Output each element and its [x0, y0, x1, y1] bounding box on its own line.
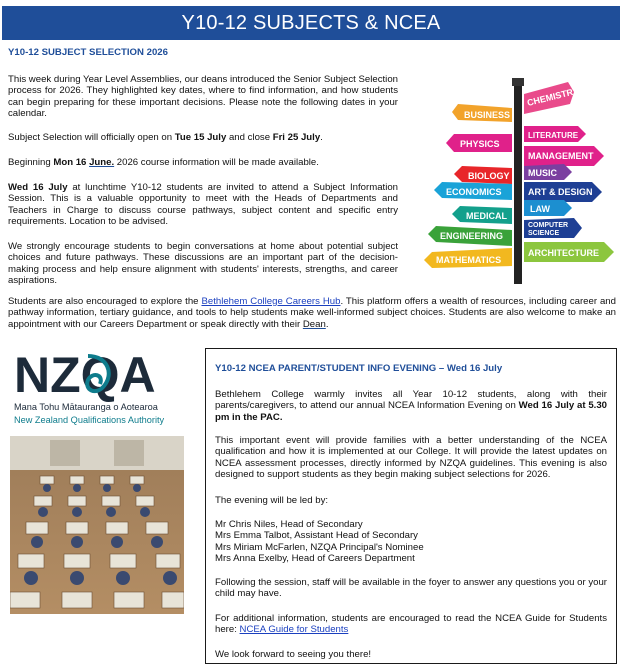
sign-literature-label: LITERATURE: [528, 131, 579, 140]
subject-selection-heading: Y10-12 SUBJECT SELECTION 2026: [8, 47, 168, 58]
sign-medical-label: MEDICAL: [466, 211, 507, 221]
list-item: Mrs Emma Talbot, Assistant Head of Secondary: [215, 530, 418, 542]
led-by-label: The evening will be led by:: [215, 495, 329, 506]
sign-biology-label: BIOLOGY: [468, 171, 510, 181]
sign-management-label: MANAGEMENT: [528, 151, 594, 161]
nzqa-maori-name: Mana Tohu Mātauranga o Aotearoa: [14, 402, 158, 412]
nzqa-english-name: New Zealand Qualifications Authority: [14, 415, 165, 425]
sign-economics-label: ECONOMICS: [446, 187, 502, 197]
encourage-paragraph: We strongly encourage students to begin conversations at home about potential subject choices and future pathways. These discussions are an important part of the decision-making process and help ensure alignment with students' interests, strengths, and career aspirations.: [8, 241, 398, 287]
exam-hall-photo: [10, 436, 184, 614]
sign-chemistry-label: CHEMISTRY: [526, 85, 580, 108]
guide-paragraph: For additional information, students are encouraged to read the NCEA Guide for Students here: NCEA Guide for Students: [215, 613, 607, 636]
event-description-paragraph: This important event will provide families with a better understanding of the NCEA qualification and how it is implemented at our College. It will provide the latest updates on NCEA assessment processes, directly informed by NZQA guidelines. This evening is also designed to support students as they begin making subject selections for 2026.: [215, 435, 607, 481]
nzqa-wordmark: NZQA: [14, 347, 156, 403]
sign-science-label: SCIENCE: [528, 230, 560, 237]
sign-mathematics-label: MATHEMATICS: [436, 255, 502, 265]
nzqa-logo: [14, 346, 176, 430]
sign-music-label: MUSIC: [528, 168, 557, 178]
dates-paragraph: Subject Selection will officially open on Tue 15 July and close Fri 25 July.: [8, 132, 323, 143]
sign-art-design-label: ART & DESIGN: [528, 187, 593, 197]
careers-hub-paragraph: Students are also encouraged to explore the Bethlehem College Careers Hub. This platform offers a wealth of resources, including career and pathway information, tertiary guidance, and tools to help students make well-informed subject choices. Students are also welcome to make an appointment with our Careers Department or speak directly with their Dean.: [8, 296, 616, 330]
ncea-guide-link[interactable]: NCEA Guide for Students: [239, 624, 349, 636]
sign-physics-label: PHYSICS: [460, 139, 500, 149]
page-banner: Y10-12 SUBJECTS & NCEA: [2, 6, 620, 40]
list-item: Mrs Miriam McFarlen, NZQA Principal's Nominee: [215, 541, 424, 553]
leaders-list: [215, 519, 424, 565]
sign-architecture-label: ARCHITECTURE: [528, 248, 599, 258]
info-evening-box: [205, 348, 617, 664]
info-session-paragraph: Wed 16 July at lunchtime Y10-12 students are invited to attend a Subject Information Session. This is a valuable opportunity to meet with the Heads of Departments and Teachers in Charge to discuss course pathways, subject content and specific entry requirements. Location to be advised.: [8, 182, 398, 228]
info-evening-title: Y10-12 NCEA PARENT/STUDENT INFO EVENING – Wed 16 July: [215, 363, 503, 374]
sign-law-label: LAW: [530, 204, 550, 214]
sign-business-label: BUSINESS: [464, 110, 511, 120]
list-item: Mrs Anna Exelby, Head of Careers Department: [215, 553, 415, 565]
list-item: Mr Chris Niles, Head of Secondary: [215, 519, 363, 530]
foyer-paragraph: Following the session, staff will be available in the foyer to answer any questions you or your child may have.: [215, 577, 607, 600]
careers-hub-link[interactable]: Bethlehem College Careers Hub: [201, 296, 341, 307]
invite-paragraph: Bethlehem College warmly invites all Year 10-12 students, along with their parents/caregivers, to attend our annual NCEA Information Evening on Wed 16 July at 5.30 pm in the PAC.: [215, 389, 607, 423]
closing-line: We look forward to seeing you there!: [215, 649, 372, 660]
sign-computer-label: COMPUTER: [528, 222, 569, 229]
sign-engineering-label: ENGINEERING: [440, 231, 504, 241]
career-signpost-image: [418, 76, 618, 286]
course-info-paragraph: Beginning Mon 16 June. 2026 course information will be made available.: [8, 157, 319, 168]
intro-paragraph: This week during Year Level Assemblies, our deans introduced the Senior Subject Selection process for 2026. They highlighted key dates, where to find information, and how students can begin preparing for these important decisions. Please note the following dates in your calendar.: [8, 74, 398, 120]
